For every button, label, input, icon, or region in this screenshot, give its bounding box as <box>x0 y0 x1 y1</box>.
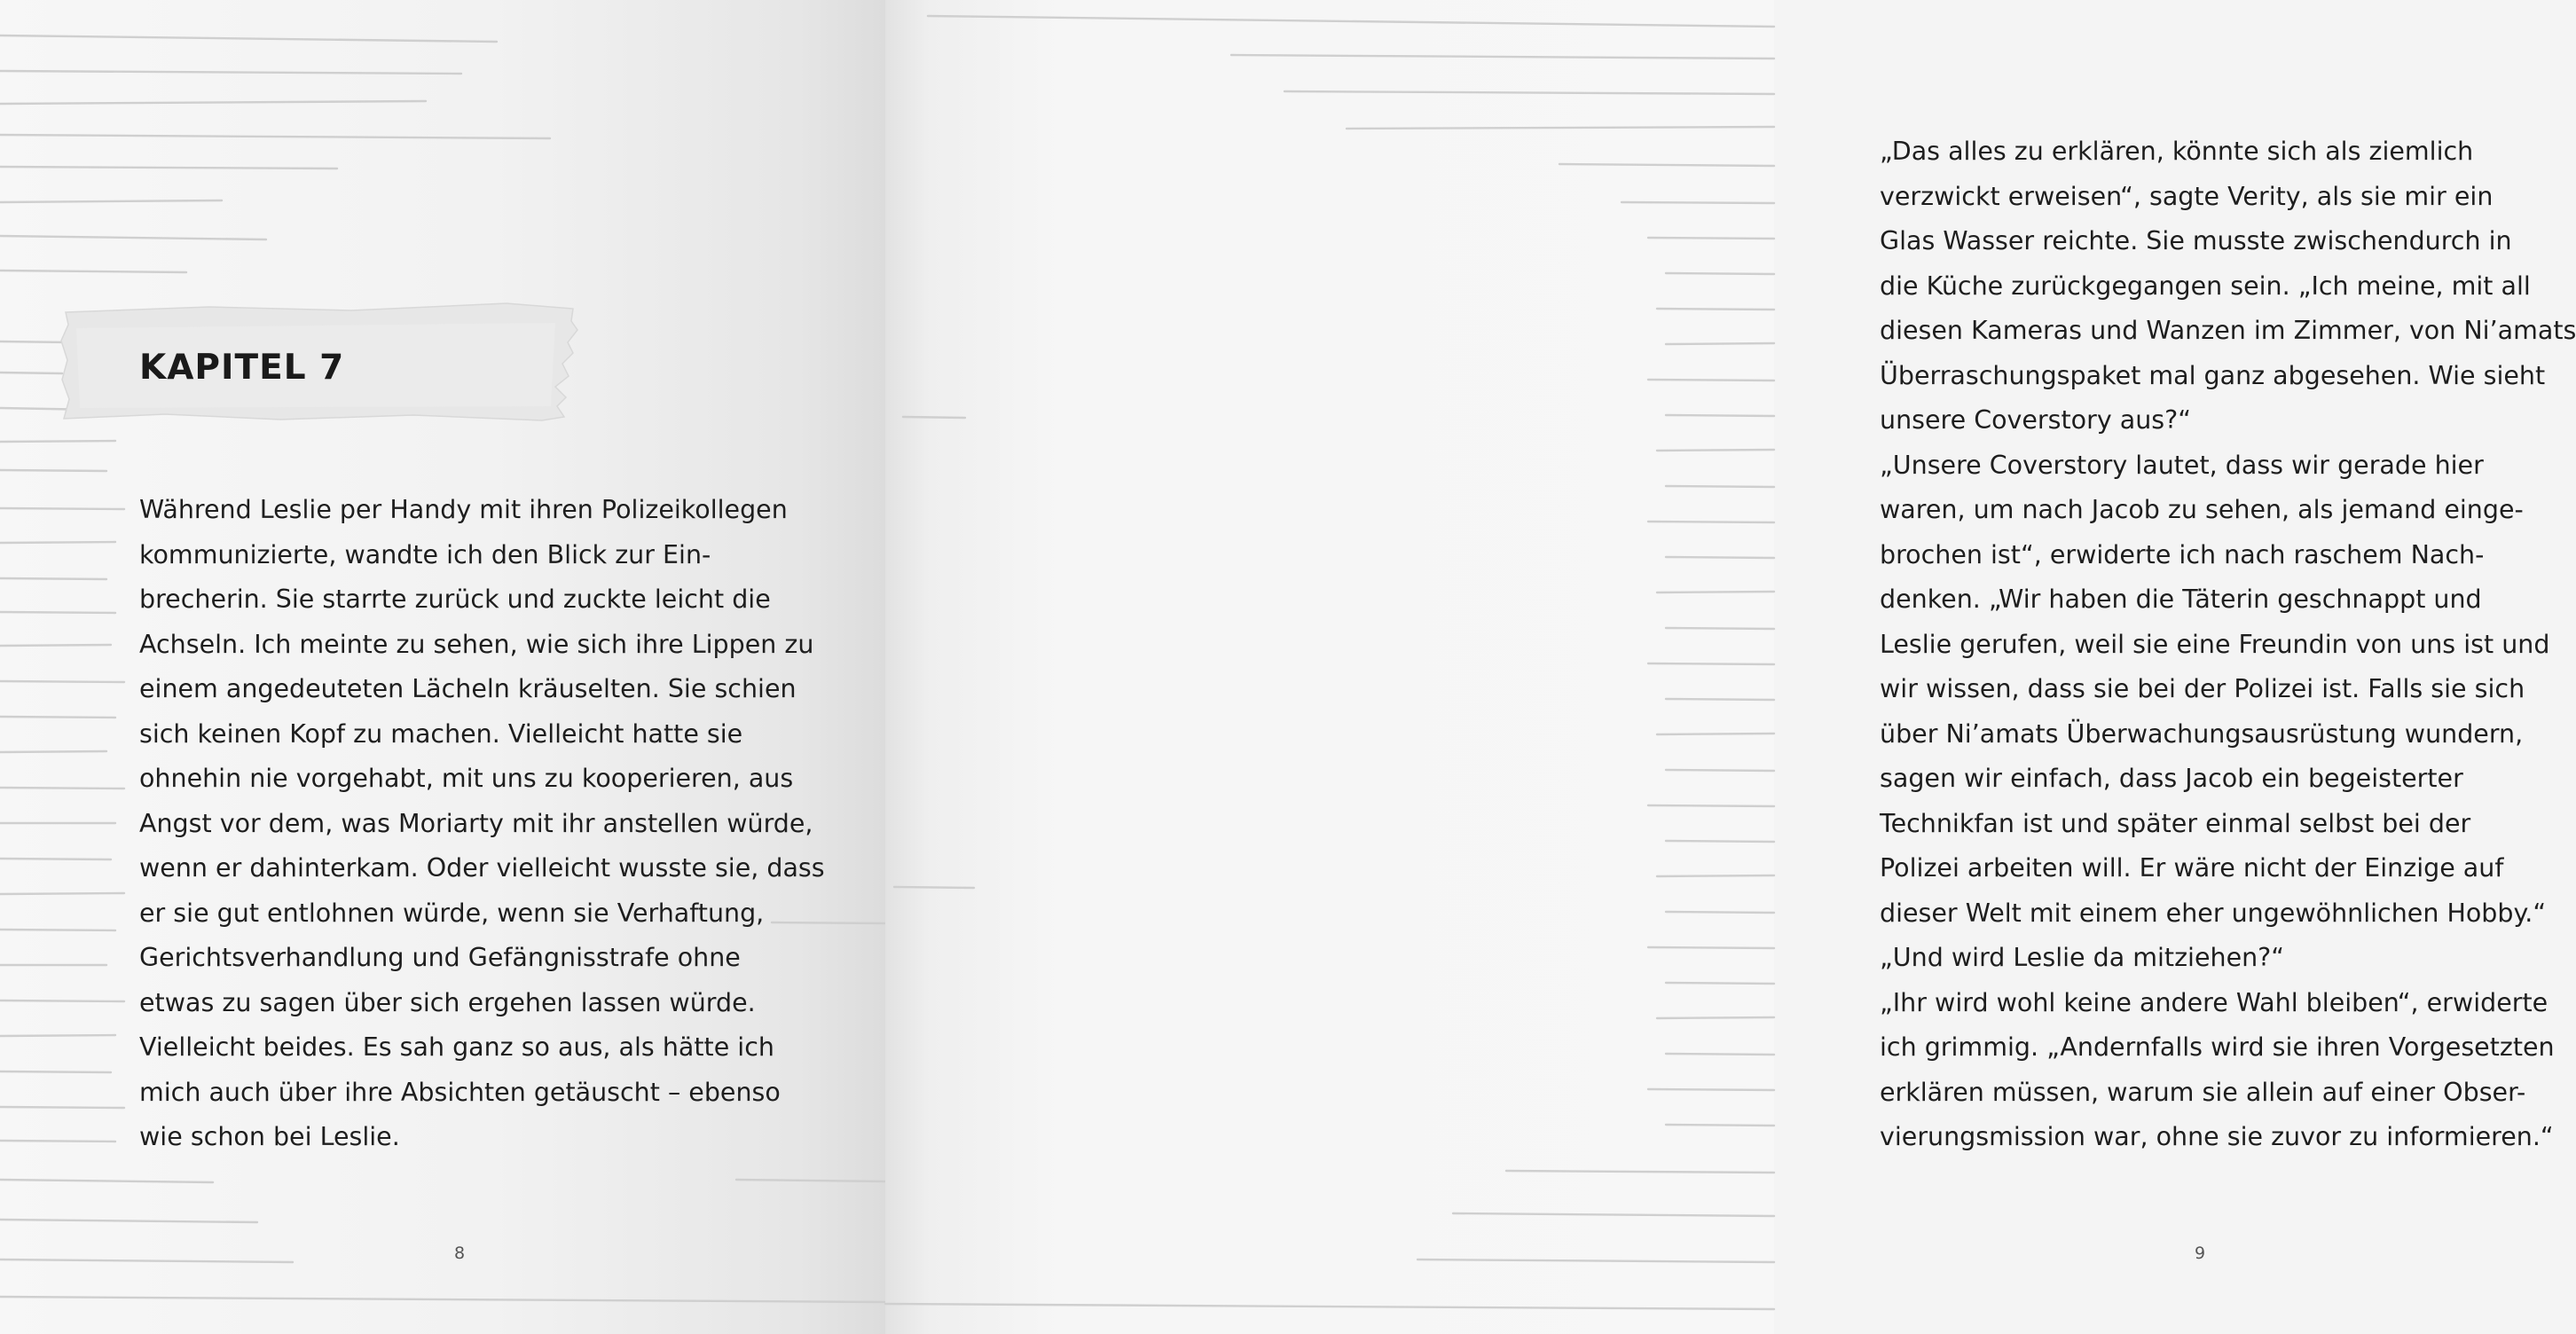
body-line: wie schon bei Leslie. <box>139 1122 400 1151</box>
body-line: diesen Kameras und Wanzen im Zimmer, von Ni’amats <box>1880 316 2576 345</box>
body-line: einem angedeuteten Lächeln kräuselten. Sie schien <box>139 674 797 703</box>
body-line: dieser Welt mit einem eher ungewöhnlichen Hobby.“ <box>1880 898 2547 928</box>
body-line: Polizei arbeiten will. Er wäre nicht der Einzige auf <box>1880 853 2504 883</box>
body-line: vierungsmission war, ohne sie zuvor zu informieren.“ <box>1880 1122 2554 1151</box>
body-line: über Ni’amats Überwachungsausrüstung wundern, <box>1880 718 2524 749</box>
body-line: „Ihr wird wohl keine andere Wahl bleiben“, erwiderte <box>1880 987 2549 1017</box>
right-page-line-texture <box>885 0 1774 1334</box>
left-page <box>0 0 885 1334</box>
body-line: sich keinen Kopf zu machen. Vielleicht hatte sie <box>139 718 743 749</box>
body-line: Angst vor dem, was Moriarty mit ihr anstellen würde, <box>139 808 813 838</box>
body-line: kommunizierte, wandte ich den Blick zur Ein- <box>139 539 711 569</box>
body-line: brochen ist“, erwiderte ich nach raschem Nach- <box>1880 539 2485 569</box>
body-line: ohnehin nie vorgehabt, mit uns zu kooperieren, aus <box>139 764 794 793</box>
body-line: Technikfan ist und später einmal selbst bei der <box>1880 808 2471 838</box>
left-page-body <box>139 488 825 1160</box>
page-number-left: 8 <box>454 1244 466 1263</box>
body-line: wenn er dahinterkam. Oder vielleicht wusste sie, dass <box>139 853 825 883</box>
body-line: unsere Coverstory aus?“ <box>1880 405 2192 435</box>
body-line: Während Leslie per Handy mit ihren Polizeikollegen <box>139 495 788 524</box>
body-line: Achseln. Ich meinte zu sehen, wie sich ihre Lippen zu <box>139 629 814 659</box>
right-page-body <box>1880 129 2576 1160</box>
body-line: ich grimmig. „Andernfalls wird sie ihren Vorgesetzten <box>1880 1032 2555 1062</box>
body-line: wir wissen, dass sie bei der Polizei ist. Falls sie sich <box>1880 674 2525 703</box>
page-number-right: 9 <box>2195 1244 2206 1263</box>
body-line: Glas Wasser reichte. Sie musste zwischendurch in <box>1880 226 2512 255</box>
body-line: er sie gut entlohnen würde, wenn sie Verhaftung, <box>139 898 765 928</box>
body-line: mich auch über ihre Absichten getäuscht – ebenso <box>139 1077 781 1107</box>
body-line: Überraschungspaket mal ganz abgesehen. Wie sieht <box>1880 360 2546 390</box>
body-line: Gerichtsverhandlung und Gefängnisstrafe ohne <box>139 943 741 972</box>
body-line: denken. „Wir haben die Täterin geschnappt und <box>1880 585 2482 614</box>
body-line: etwas zu sagen über sich ergehen lassen würde. <box>139 987 756 1017</box>
body-line: Leslie gerufen, weil sie eine Freundin von uns ist und <box>1880 629 2550 659</box>
body-line: verzwickt erweisen“, sagte Verity, als sie mir ein <box>1880 181 2494 211</box>
body-line: Vielleicht beides. Es sah ganz so aus, als hätte ich <box>139 1032 774 1062</box>
body-line: waren, um nach Jacob zu sehen, als jemand einge- <box>1880 495 2524 524</box>
body-line: brecherin. Sie starrte zurück und zuckte leicht die <box>139 585 771 614</box>
right-page <box>885 0 2576 1334</box>
chapter-title: KAPITEL 7 <box>139 348 345 388</box>
body-line: „Das alles zu erklären, könnte sich als ziemlich <box>1880 137 2474 166</box>
body-line: erklären müssen, warum sie allein auf einer Obser- <box>1880 1077 2526 1107</box>
body-line: „Unsere Coverstory lautet, dass wir gerade hier <box>1880 450 2484 480</box>
body-line: „Und wird Leslie da mitziehen?“ <box>1880 943 2285 972</box>
body-line: die Küche zurückgegangen sein. „Ich meine, mit all <box>1880 271 2531 301</box>
body-line: sagen wir einfach, dass Jacob ein begeisterter <box>1880 764 2463 793</box>
